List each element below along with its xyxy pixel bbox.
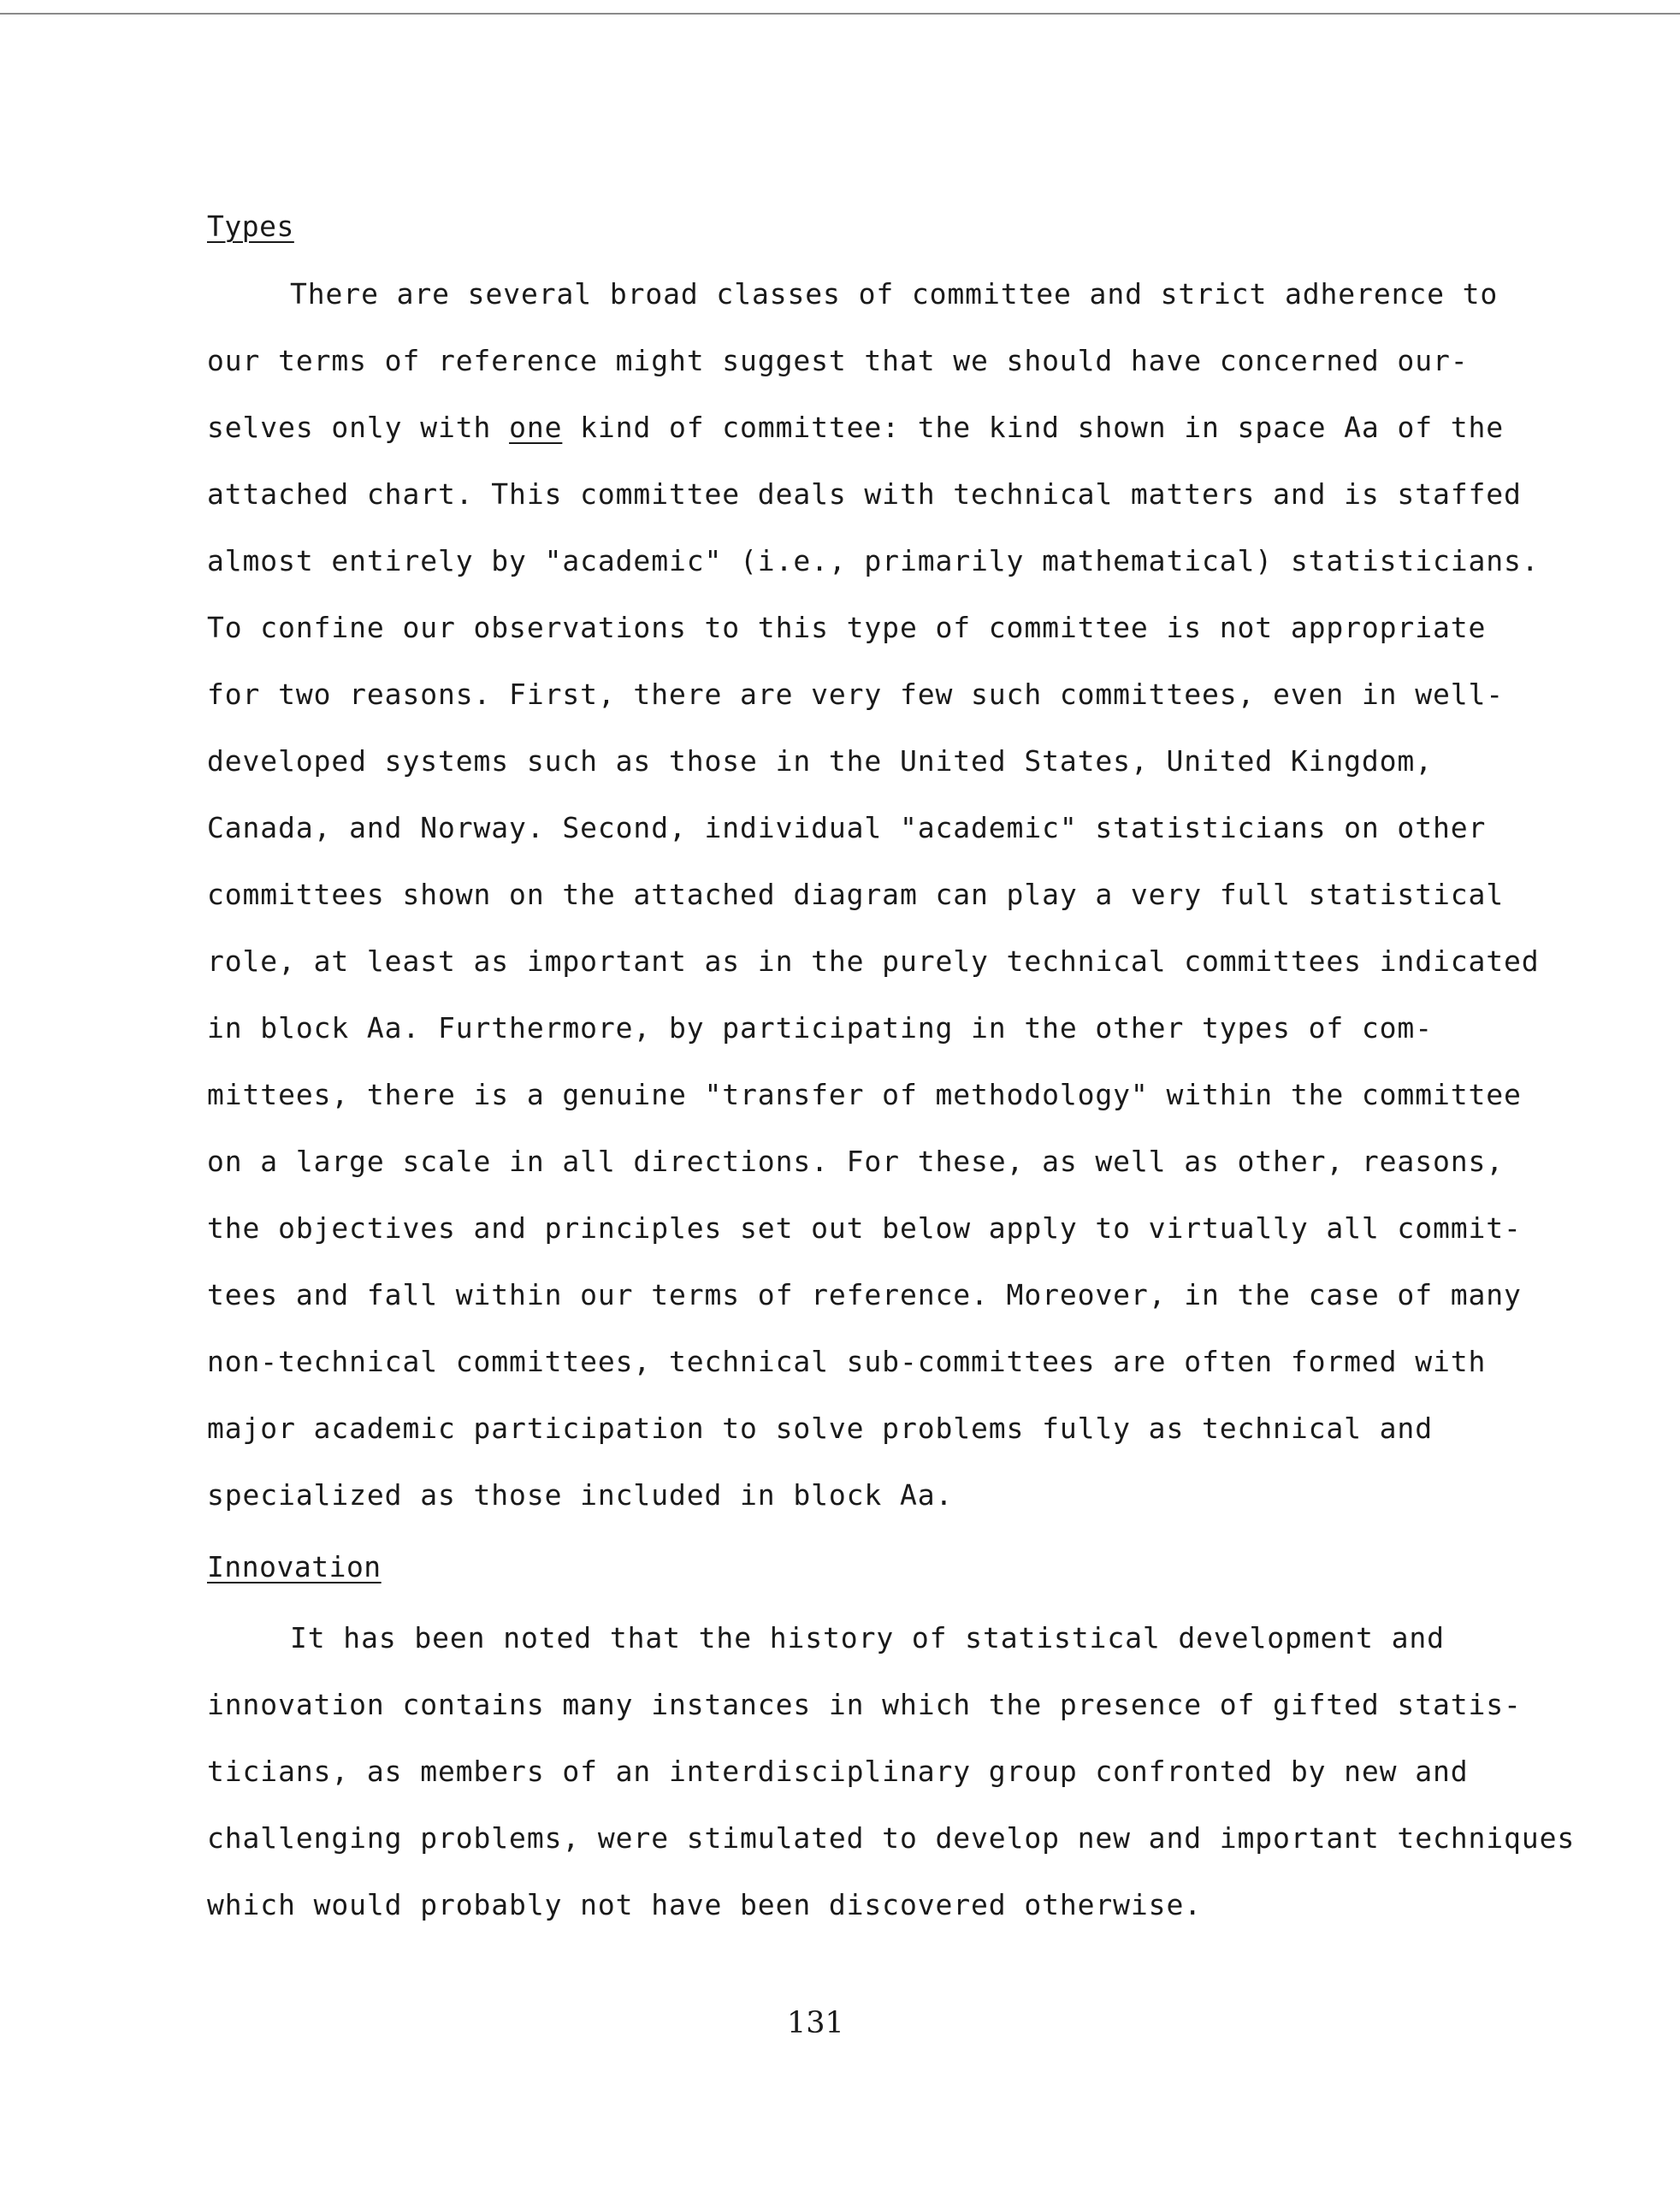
- text-line: which would probably not have been discovered otherwise.: [207, 1888, 1202, 1921]
- text-line: almost entirely by "academic" (i.e., primarily mathematical) statisticians.: [207, 544, 1540, 577]
- page-number: 131: [787, 2006, 844, 2040]
- text-line: ticians, as members of an interdisciplinary group confronted by new and: [207, 1755, 1469, 1788]
- text-line: non-technical committees, technical sub-committees are often formed with: [207, 1345, 1487, 1378]
- section-heading-innovation: Innovation: [207, 1550, 382, 1583]
- text-line: specialized as those included in block Aa.: [207, 1478, 954, 1512]
- text-line: major academic participation to solve problems fully as technical and: [207, 1412, 1433, 1445]
- text-line: attached chart. This committee deals with technical matters and is staffed: [207, 477, 1522, 511]
- text-line: on a large scale in all directions. For these, as well as other, reasons,: [207, 1145, 1505, 1178]
- text-line: developed systems such as those in the United States, United Kingdom,: [207, 744, 1433, 778]
- text-line: [207, 394, 1505, 461]
- text-segment: kind of committee: the kind shown in space Aa of the: [562, 411, 1505, 444]
- text-segment: selves only with: [207, 411, 510, 444]
- section-heading-types: Types: [207, 210, 294, 243]
- text-line: role, at least as important as in the purely technical committees indicated: [207, 944, 1540, 978]
- text-line: committees shown on the attached diagram can play a very full statistical: [207, 878, 1505, 911]
- text-line: challenging problems, were stimulated to develop new and important techniques: [207, 1821, 1576, 1855]
- text-line: for two reasons. First, there are very few such committees, even in well-: [207, 678, 1505, 711]
- text-line: tees and fall within our terms of reference. Moreover, in the case of many: [207, 1278, 1522, 1311]
- text-line: It has been noted that the history of statistical development and: [290, 1621, 1445, 1654]
- top-rule: [0, 13, 1680, 15]
- paragraph-types: [207, 261, 1540, 1529]
- text-line: in block Aa. Furthermore, by participating in the other types of com-: [207, 1011, 1433, 1045]
- text-line: our terms of reference might suggest that we should have concerned our-: [207, 344, 1469, 377]
- emphasis-underlined: one: [509, 411, 563, 444]
- text-line: the objectives and principles set out below apply to virtually all commit-: [207, 1211, 1522, 1245]
- paragraph-innovation: [207, 1605, 1576, 1939]
- text-line: mittees, there is a genuine "transfer of methodology" within the committee: [207, 1078, 1522, 1111]
- text-line: innovation contains many instances in which the presence of gifted statis-: [207, 1688, 1522, 1721]
- text-line: To confine our observations to this type of committee is not appropriate: [207, 611, 1487, 644]
- text-line: Canada, and Norway. Second, individual "academic" statisticians on other: [207, 811, 1487, 844]
- text-line: There are several broad classes of committee and strict adherence to: [290, 277, 1499, 311]
